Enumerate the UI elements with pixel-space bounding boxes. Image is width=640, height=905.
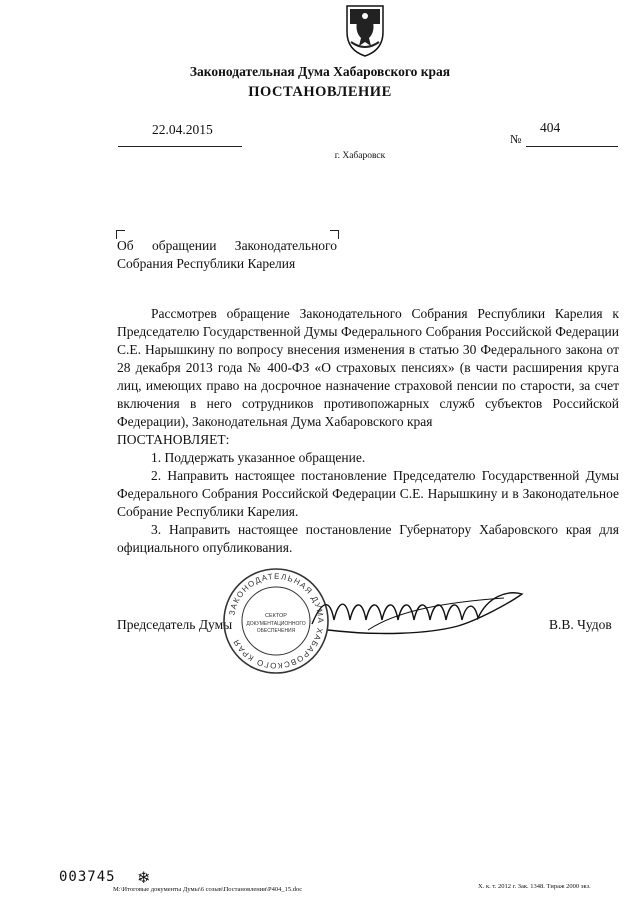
svg-text:СЕКТОР: СЕКТОР	[265, 613, 287, 619]
intro-paragraph: Рассмотрев обращение Законодательного Собрания Республики Карелия к Председателю Государственной Думы Федерального Собрания Российской Федерации С.Е. Нарышкину по вопросу внесения изменения в статью 30 Федерального закона от 28 декабря 2013 года № 400-ФЗ «О страховых пенсиях» (в части расширения круга лиц, имеющих право на досрочное назначение страховой пенсии по старости, за счет включения в него сотрудников противопожарных служб субъектов Российской Федерации), Законодательная Дума Хабаровского края	[117, 306, 619, 429]
document-body	[117, 305, 619, 557]
file-path: M:\Итоговые документы Думы\6 созыв\Постановления\P404_15.doc	[113, 886, 303, 893]
subject-block	[117, 237, 337, 273]
snowflake-icon: ❄	[137, 870, 151, 887]
date-underline	[118, 146, 242, 147]
svg-text:ДОКУМЕНТАЦИОННОГО: ДОКУМЕНТАЦИОННОГО	[246, 621, 306, 627]
document-type: ПОСТАНОВЛЕНИЕ	[248, 84, 392, 100]
number-sign: №	[510, 132, 522, 146]
item-3: 3. Направить настоящее постановление Губернатору Хабаровского края для официального опубликования.	[117, 522, 619, 555]
signatory-name: В.В. Чудов	[549, 617, 612, 632]
subject-line-2: Собрания Республики Карелия	[117, 256, 296, 271]
document-number: 404	[540, 120, 561, 135]
signatory-position: Председатель Думы	[117, 617, 233, 632]
stamp-ring-text: ЗАКОНОДАТЕЛЬНАЯ ДУМА ХАБАРОВСКОГО КРАЯ	[227, 571, 326, 671]
print-info: Х. к. т. 2012 г. Зак. 1348. Тираж 2000 экз.	[478, 883, 591, 890]
city: г. Хабаровск	[334, 151, 386, 161]
item-1: 1. Поддержать указанное обращение.	[151, 450, 366, 465]
number-underline	[526, 146, 618, 147]
resolves-heading: ПОСТАНОВЛЯЕТ:	[117, 432, 230, 447]
item-2: 2. Направить настоящее постановление Председателю Государственной Думы Федерального Собрания Российской Федерации С.Е. Нарышкину и в Законодательное Собрание Республики Карелия.	[117, 468, 619, 519]
document-date: 22.04.2015	[152, 122, 213, 137]
svg-text:ОБЕСПЕЧЕНИЯ: ОБЕСПЕЧЕНИЯ	[256, 628, 296, 634]
organization-name: Законодательная Дума Хабаровского края	[189, 64, 451, 79]
handwritten-signature	[308, 580, 530, 650]
registration-code: 003745	[59, 869, 116, 885]
coat-of-arms-emblem	[343, 2, 387, 58]
subject-line-1: Об обращении Законодательного	[117, 238, 337, 253]
